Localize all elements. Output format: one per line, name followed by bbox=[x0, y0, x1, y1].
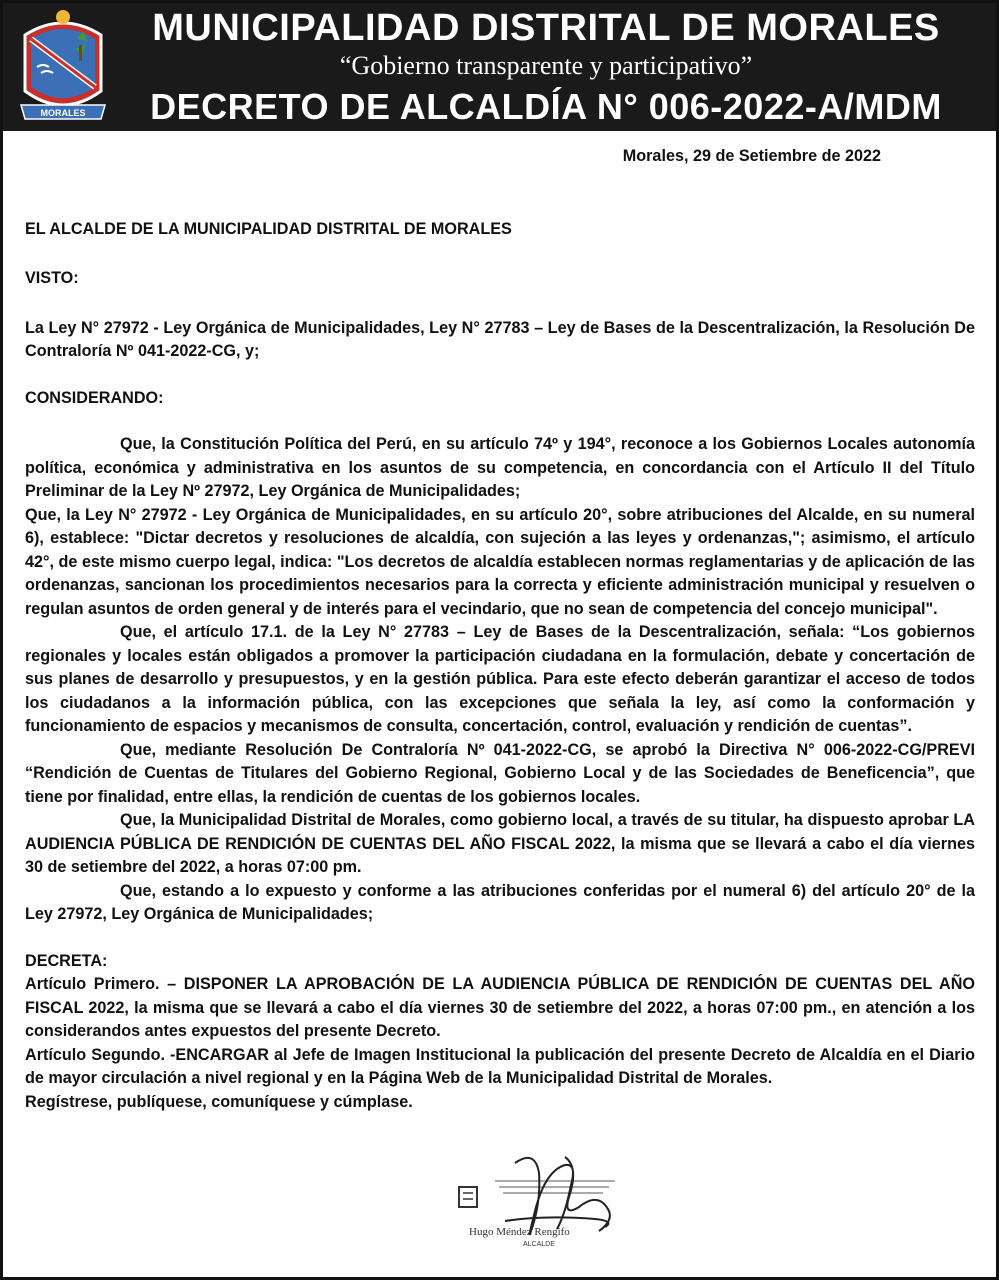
logo-label: MORALES bbox=[40, 108, 86, 118]
municipality-motto: “Gobierno transparente y participativo” bbox=[339, 51, 753, 80]
articulo-primero: Artículo Primero. – DISPONER LA APROBACIÓN DE LA AUDIENCIA PÚBLICA DE RENDICIÓN DE CUENTAS DEL AÑO FISCAL 2022, la misma que se llevará a cabo el día viernes 30 de setiembre del 2022, a horas 07:00 pm., en atención a los considerandos antes expuestos del presente Decreto. bbox=[25, 975, 975, 1040]
considerando-paragraph: Que, mediante Resolución De Contraloría Nº 041-2022-CG, se aprobó la Directiva N° 006-2022-CG/PREVI “Rendición de Cuentas de Titulares del Gobierno Regional, Gobierno Local y de las Sociedades de Beneficencia”, que tiene por finalidad, entre ellas, la rendición de cuentas de los gobiernos locales. bbox=[25, 740, 975, 806]
signature-name: Hugo Méndez Rengifo bbox=[469, 1226, 570, 1238]
decree-body bbox=[25, 135, 975, 1114]
municipality-title: MUNICIPALIDAD DISTRITAL DE MORALES bbox=[152, 7, 940, 49]
signature-role: ALCALDE bbox=[523, 1241, 555, 1248]
visto-heading: VISTO: bbox=[25, 269, 79, 287]
visto-text: La Ley N° 27972 - Ley Orgánica de Municipalidades, Ley N° 27783 – Ley de Bases de la Descentralización, la Resolución De Contraloría Nº 041-2022-CG, y; bbox=[25, 318, 975, 360]
considerando-paragraph: Que, el artículo 17.1. de la Ley N° 27783 – Ley de Bases de la Descentralización, señala: “Los gobiernos regionales y locales están obligados a promover la participación ciudadana en la formulación, debate y concertación de sus planes de desarrollo y presupuestos, y en la gestión pública. Para este efecto deberán garantizar el acceso de todos los ciudadanos a la información pública, con las excepciones que señala la ley, así como la conformación y funcionamiento de espacios y mecanismos de consulta, concertación, control, evaluación y rendición de cuentas”. bbox=[25, 623, 975, 735]
mayor-signature-block bbox=[455, 1151, 635, 1263]
articulo-segundo: Artículo Segundo. -ENCARGAR al Jefe de Imagen Institucional la publicación del presente Decreto de Alcaldía en el Diario de mayor circulación a nivel regional y en la Página Web de la Municipalidad Distrital de Morales. bbox=[25, 1045, 975, 1087]
decreta-heading: DECRETA: bbox=[25, 951, 108, 970]
considerando-paragraph: Que, la Constitución Política del Perú, en su artículo 74º y 194°, reconoce a los Gobiernos Locales autonomía política, económica y administrativa en los asuntos de su competencia, en concordancia con el Artículo II del Título Preliminar de la Ley Nº 27972, Ley Orgánica de Municipalidades; bbox=[25, 435, 975, 500]
decree-number: DECRETO DE ALCALDÍA N° 006-2022-A/MDM bbox=[150, 86, 942, 127]
considerando-paragraph: Que, la Ley N° 27972 - Ley Orgánica de Municipalidades, en su artículo 20°, sobre atribuciones del Alcalde, en su numeral 6), establece: "Dictar decretos y resoluciones de alcaldía, con sujeción a las leyes y ordenanzas,"; asimismo, el artículo 42°, de este mismo cuerpo legal, indica: "Los decretos de alcaldía establecen normas reglamentarias y de aplicación de las ordenanzas, sancionan los procedimientos necesarios para la correcta y eficiente administración municipal y resuelven o regulan asuntos de orden general y de interés para el vecindario, que no sean de competencia del concejo municipal". bbox=[25, 505, 975, 618]
header-banner bbox=[3, 3, 996, 131]
decree-date: Morales, 29 de Setiembre de 2022 bbox=[622, 147, 881, 165]
municipal-shield-logo bbox=[17, 9, 109, 125]
closing-formula: Regístrese, publíquese, comuníquese y cúmplase. bbox=[25, 1092, 413, 1111]
issuer-line: EL ALCALDE DE LA MUNICIPALIDAD DISTRITAL DE MORALES bbox=[25, 219, 512, 238]
considerando-paragraph: Que, estando a lo expuesto y conforme a las atribuciones conferidas por el numeral 6) del artículo 20° de la Ley 27972, Ley Orgánica de Municipalidades; bbox=[25, 881, 975, 923]
considerando-heading: CONSIDERANDO: bbox=[25, 388, 164, 407]
considerando-paragraph: Que, la Municipalidad Distrital de Morales, como gobierno local, a través de su titular, ha dispuesto aprobar LA AUDIENCIA PÚBLICA DE RENDICIÓN DE CUENTAS DEL AÑO FISCAL 2022, la misma que se llevará a cabo el día viernes 30 de setiembre del 2022, a horas 07:00 pm. bbox=[25, 811, 975, 876]
